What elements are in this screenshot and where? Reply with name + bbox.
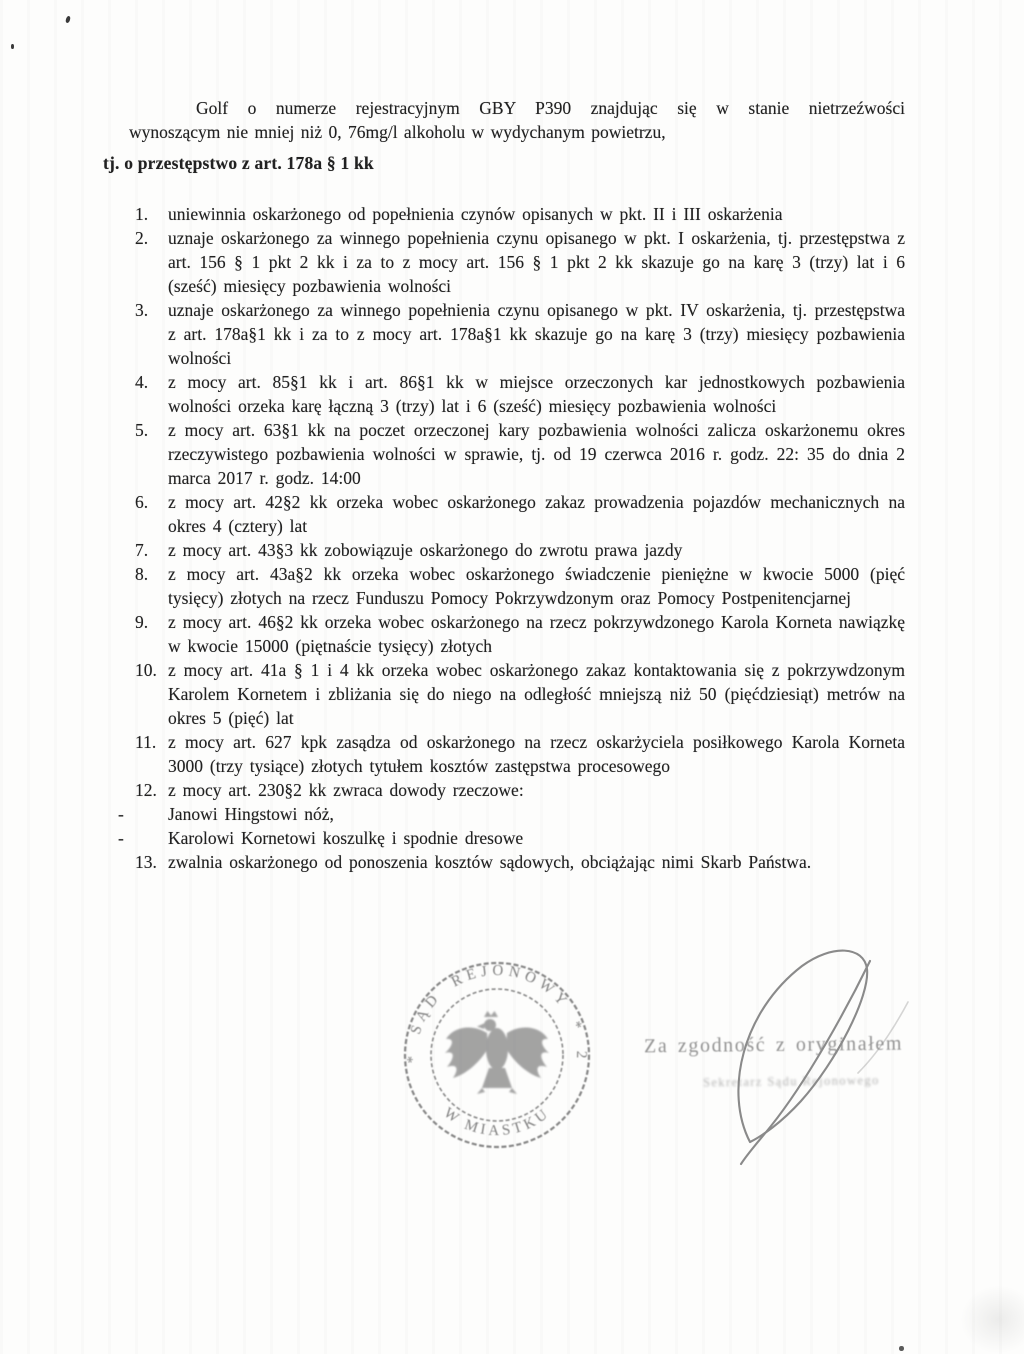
item-text: z mocy art. 42§2 kk orzeka wobec oskarżonego zakaz prowadzenia pojazdów mechanicznych na okres 4 (cztery) lat xyxy=(168,492,905,536)
verdict-item xyxy=(135,538,905,562)
item-marker: 5. xyxy=(135,420,149,440)
item-text: z mocy art. 46§2 kk orzeka wobec oskarżonego na rzecz pokrzywdzonego Karola Korneta nawiązkę w kwocie 15000 (piętnaście tysięcy) złotych xyxy=(168,612,905,656)
item-text: Karolowi Kornetowi koszulkę i spodnie dresowe xyxy=(168,828,524,848)
intro-line-2: wynoszącym nie mniej niż 0, 76mg/l alkoholu w wydychanym powietrzu, xyxy=(129,122,666,142)
item-marker: 12. xyxy=(135,780,157,800)
item-text: zwalnia oskarżonego od ponoszenia kosztów sądowych, obciążając nimi Skarb Państwa. xyxy=(168,852,812,872)
item-marker: - xyxy=(118,804,124,824)
clerk-title-text: Sekretarz Sądu Rejonowego xyxy=(702,1073,880,1090)
signature-stroke xyxy=(741,961,870,1164)
verdict-item xyxy=(135,778,905,802)
item-text: z mocy art. 41a § 1 i 4 kk orzeka wobec oskarżonego zakaz kontaktowania się z pokrzywdzonym Karolem Kornetem i zbliżania się do niego na odległość mniejszą niż 50 (pięćdziesiąt) metrów na okres 5 (pięć) lat xyxy=(168,660,905,728)
document-body xyxy=(103,96,905,874)
evidence-return-item xyxy=(118,802,905,826)
item-text: uznaje oskarżonego za winnego popełnienia czynu opisanego w pkt. IV oskarżenia, tj. przestępstwa z art. 178a§1 kk i za to z mocy art. 178a§1 kk skazuje go na karę 3 (trzy) miesięcy pozbawienia wolności xyxy=(168,300,905,368)
item-marker: 13. xyxy=(135,852,157,872)
item-text: z mocy art. 627 kpk zasądza od oskarżonego na rzecz oskarżyciela posiłkowego Karola Korneta 3000 (trzy tysiące) złotych tytułem kosztów zastępstwa procesowego xyxy=(168,732,905,776)
evidence-return-item xyxy=(118,826,905,850)
scan-speck xyxy=(65,16,71,24)
verdict-item xyxy=(135,610,905,658)
verdict-item xyxy=(135,226,905,298)
signature xyxy=(630,940,930,1175)
item-marker: 9. xyxy=(135,612,149,632)
verdict-item xyxy=(135,658,905,730)
item-text: uznaje oskarżonego za winnego popełnienia czynu opisanego w pkt. I oskarżenia, tj. przestępstwa z art. 156 § 1 pkt 2 kk i za to z mocy art. 156 § 1 pkt 2 kk skazuje go na karę 3 (trzy) lat i 6 (sześć) miesięcy pozbawienia wolności xyxy=(168,228,905,296)
item-text: z mocy art. 43§3 kk zobowiązuje oskarżonego do zwrotu prawa jazdy xyxy=(168,540,683,560)
seal-text-bottom: W MIASTKU xyxy=(440,1104,554,1140)
verdict-item xyxy=(135,730,905,778)
item-text: z mocy art. 43a§2 kk orzeka wobec oskarżonego świadczenie pieniężne w kwocie 5000 (pięć tysięcy) złotych na rzecz Funduszu Pomocy Pokrzywdzonym oraz Pomocy Postpenitencjarnej xyxy=(168,564,905,608)
verdict-item xyxy=(135,298,905,370)
verdict-item xyxy=(135,490,905,538)
item-marker: 11. xyxy=(135,732,157,752)
item-text: uniewinnia oskarżonego od popełnienia czynów opisanych w pkt. II i III oskarżenia xyxy=(168,204,783,224)
scan-speck xyxy=(11,44,14,49)
certification-stamp-text: Za zgodność z oryginałem xyxy=(643,1032,904,1058)
intro-line-1: Golf o numerze rejestracyjnym GBY P390 znajdując się w stanie nietrzeźwości xyxy=(196,98,905,118)
item-marker: 2. xyxy=(135,228,149,248)
item-text: z mocy art. 85§1 kk i art. 86§1 kk w miejsce orzeczonych kar jednostkowych pozbawienia wolności orzeka karę łączną 3 (trzy) lat i 6 (sześć) miesięcy pozbawienia wolności xyxy=(168,372,905,416)
verdict-item xyxy=(135,562,905,610)
verdict-item xyxy=(135,418,905,490)
verdict-list xyxy=(118,202,905,874)
signature-stroke xyxy=(858,1002,908,1073)
eagle-emblem-icon xyxy=(445,1011,549,1094)
item-marker: 7. xyxy=(135,540,149,560)
item-marker: 3. xyxy=(135,300,149,320)
intro-paragraph xyxy=(129,96,905,144)
item-marker: 8. xyxy=(135,564,149,584)
signature-stroke xyxy=(738,951,867,1142)
item-marker: 4. xyxy=(135,372,149,392)
scan-smudge xyxy=(960,1285,1024,1354)
scan-speck xyxy=(899,1346,904,1351)
item-text: z mocy art. 230§2 kk zwraca dowody rzeczowe: xyxy=(168,780,524,800)
item-text: z mocy art. 63§1 kk na poczet orzeczonej kary pozbawienia wolności zalicza oskarżonemu okres rzeczywistego pozbawienia wolności w sprawie, tj. od 19 czerwca 2016 r. godz. 22: 35 do dnia 2 marca 2017 r. godz. 14:00 xyxy=(168,420,905,488)
item-marker: - xyxy=(118,828,124,848)
item-marker: 10. xyxy=(135,660,157,680)
verdict-item xyxy=(135,370,905,418)
seal-text-top: * SĄD REJONOWY * 2 xyxy=(404,962,590,1064)
item-marker: 6. xyxy=(135,492,149,512)
item-text: Janowi Hingstowi nóż, xyxy=(168,804,334,824)
verdict-item xyxy=(135,202,905,226)
item-marker: 1. xyxy=(135,204,149,224)
verdict-item xyxy=(135,850,905,874)
offense-classification-line: tj. o przestępstwo z art. 178a § 1 kk xyxy=(103,153,374,173)
court-seal-stamp xyxy=(389,947,605,1163)
